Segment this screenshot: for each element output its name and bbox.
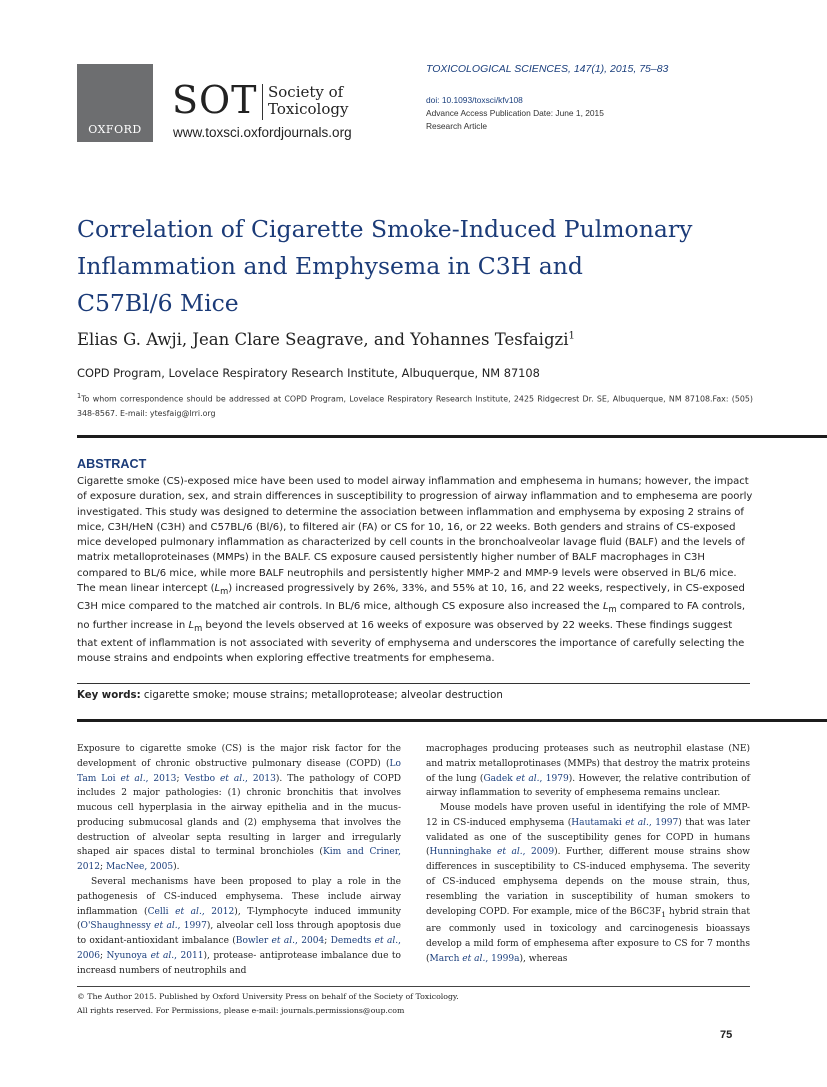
citation-author: Nyunoya: [106, 950, 151, 961]
citation-author: Lo Tam Loi: [77, 758, 401, 784]
citation-year: , 1999a: [485, 953, 520, 964]
publication-date: Advance Access Publication Date: June 1, 2015: [426, 108, 604, 118]
permissions-line: All rights reserved. For Permissions, please e-mail: journals.permissions@oup.com: [77, 1005, 405, 1015]
text-run: ), T-lymphocyte induced immunity (: [77, 906, 401, 932]
text-run: ) that was later validated as one of the susceptibility genes for COPD in humans (: [426, 817, 751, 858]
doi-link[interactable]: doi: 10.1093/toxsci/kfv108: [426, 95, 523, 105]
copyright-footer: [77, 990, 459, 1017]
body-top-rule: [77, 719, 827, 722]
abstract-part-2: ) increased progressively by 26%, 33%, and 55% at 10, 16, and 22 weeks, respectively, in CS-exposed C3H mice compared to the matched air controls. In BL/6 mice, although CS exposure also increased the: [77, 583, 745, 613]
text-run: ).: [173, 862, 180, 873]
text-run: macrophages producing proteases such as neutrophil elastase (NE) and matrix metalloprotinases (MMPs) that destroy the matrix proteins of the lung (: [426, 744, 750, 784]
citation-link[interactable]: [148, 907, 235, 917]
text-run: Several mechanisms have been proposed to play a role in the pathogenesis of CS-induced emphysema. These include airway inflammation (: [77, 877, 401, 917]
abstract-part-3: compared to FA controls, no further increase in: [77, 601, 746, 631]
lm-symbol-3: L: [188, 619, 195, 631]
correspondence-text: To whom correspondence should be addressed at COPD Program, Lovelace Respiratory Research Institute, 2425 Ridgecrest Dr. SE, Albuquerque, NM 87108.Fax: (505) 348-8567. E-mail: ytesfaig@lrri.org: [77, 394, 753, 418]
lm-symbol-1: L: [214, 583, 221, 595]
citation-year: , 2009: [522, 847, 555, 858]
citation-link[interactable]: [483, 774, 568, 784]
separator: ;: [176, 773, 185, 784]
sot-name-line2: Toxicology: [268, 100, 349, 118]
sot-acronym: SOT: [172, 78, 258, 122]
article-title: [77, 211, 757, 322]
author-names: Elias G. Awji, Jean Clare Seagrave, and Yohannes Tesfaigzi: [77, 330, 569, 349]
lm-sub-1: m: [220, 586, 229, 597]
citation-link[interactable]: [81, 921, 207, 931]
oxford-logo: [77, 64, 153, 142]
footer-rule: [77, 986, 750, 987]
intro-paragraph-3: [426, 801, 750, 966]
keywords-label: Key words:: [77, 690, 141, 701]
text-run: ), whereas: [519, 953, 568, 964]
citation-author: Hunninghake: [429, 847, 497, 858]
citation-author: Demedts: [330, 936, 375, 947]
citation-etal: et al.: [462, 953, 486, 964]
body-column-left: [77, 742, 401, 979]
separator: ;: [100, 862, 106, 873]
text-run: Exposure to cigarette smoke (CS) is the major risk factor for the development of chronic obstructive pulmonary disease (COPD) (: [77, 744, 401, 769]
text-run: hybrid strain that are commonly used in toxicology and carcinogenesis bioassays develop a mild form of emphesema after exposure to CS for 7 months (: [426, 906, 750, 964]
keywords-text: cigarette smoke; mouse strains; metalloprotease; alveolar destruction: [140, 690, 503, 701]
citation-etal: et al.: [374, 936, 399, 947]
citation-link[interactable]: [184, 774, 275, 784]
text-run: ). Further, different mouse strains show differences in susceptibility to CS-induced emphysema. The severity of CS-induced emphysema depends on the mouse strain, thus, resembling the variation in susceptibility of human smokers to developing COPD. For example, mice of the B6C3F: [426, 847, 750, 917]
article-type: Research Article: [426, 121, 487, 131]
subscript: 1: [661, 909, 667, 919]
citation-link[interactable]: Kim and Criner, 2012: [77, 847, 401, 873]
intro-paragraph-2: [77, 875, 401, 978]
citation-link[interactable]: [430, 954, 520, 964]
sot-divider: [262, 84, 263, 120]
citation-etal: et al.: [271, 936, 296, 947]
separator: ;: [324, 936, 331, 947]
citation-author: March: [429, 953, 463, 964]
citation-etal: et al.: [625, 817, 649, 828]
citation-etal: et al.: [120, 773, 146, 784]
correspondence-sup: 1: [77, 392, 82, 400]
title-line-2: Inflammation and Emphysema in C3H and: [77, 252, 583, 280]
citation-link[interactable]: [236, 936, 324, 946]
affiliation: COPD Program, Lovelace Respiratory Research Institute, Albuquerque, NM 87108: [77, 366, 540, 380]
citation-author: Bowler: [235, 936, 272, 947]
sot-name: [268, 84, 348, 118]
text-run: ). However, the relative contribution of airway inflammation to severity of emphesema remains unclear.: [426, 773, 751, 799]
lm-symbol-2: L: [602, 601, 609, 613]
citation-author: Hautamaki: [571, 817, 626, 828]
citation-year: , 2013: [145, 773, 177, 784]
lm-sub-2: m: [608, 604, 617, 615]
citation-year: , 1997: [648, 817, 679, 828]
citation-year: , 2013: [245, 773, 276, 784]
text-run: ), alveolar cell loss through apoptosis due to oxidant-antioxidant imbalance (: [77, 921, 401, 947]
abstract-part-1: Cigarette smoke (CS)-exposed mice have been used to model airway inflammation and emphesema in humans; however, the impact of exposure duration, sex, and strain differences in susceptibility to progression of airway inflammation and to emphesema are poorly investigated. This study was designed to determine the association between inflammation and emphysema by exposing 2 strains of mice, C3H/HeN (C3H) and C57BL/6 (Bl/6), to filtered air (FA) or CS for 10, 16, or 22 weeks. Both genders and strains of CS-exposed mice developed pulmonary inflammation as characterized by cell counts in the bronchoalveolar lavage fluid (BALF) and the levels of matrix metalloproteinases (MMPs) in the BALF. CS exposure caused persistently higher number of BALF macrophages in C3H compared to BL/6 mice, while more BALF neutrophils and persistently higher MMP-2 and MMP-9 levels were observed in BL/6 mice. The mean linear intercept (: [77, 476, 753, 595]
top-section-rule: [77, 435, 827, 438]
title-line-1: Correlation of Cigarette Smoke-Induced Pulmonary: [77, 215, 693, 243]
separator: ;: [100, 950, 107, 961]
citation-link[interactable]: [430, 847, 555, 857]
keywords-top-rule: [77, 683, 750, 684]
citation-etal: et al.: [154, 921, 178, 932]
title-line-3: C57Bl/6 Mice: [77, 289, 239, 317]
copyright-line: © The Author 2015. Published by Oxford University Press on behalf of the Society of Toxicology.: [77, 992, 459, 1001]
citation-year: , 1997: [177, 921, 207, 932]
keywords: [77, 690, 503, 701]
oxford-logo-text: OXFORD: [88, 123, 142, 136]
citation-etal: et al.: [175, 906, 202, 917]
intro-paragraph-2-cont: [426, 742, 750, 801]
page-number: 75: [720, 1029, 733, 1041]
correspondence-note: [77, 389, 753, 421]
citation-link[interactable]: [107, 951, 204, 961]
intro-paragraph-1: [77, 742, 401, 875]
citation-etal: et al.: [516, 773, 540, 784]
citation-year: , 2012: [201, 906, 235, 917]
author-list: [77, 330, 575, 349]
text-run: ), protease- antiprotease imbalance due to increasd numbers of neutrophils and: [77, 950, 401, 976]
text-run: Mouse models have proven useful in identifying the role of MMP-12 in CS-induced emphysema (: [426, 803, 750, 828]
citation-author: O'Shaughnessy: [80, 921, 155, 932]
abstract-heading: ABSTRACT: [77, 457, 147, 471]
lm-sub-3: m: [194, 622, 203, 633]
journal-citation: TOXICOLOGICAL SCIENCES, 147(1), 2015, 75–83: [426, 63, 669, 75]
citation-year: , 2011: [174, 950, 204, 961]
body-column-right: [426, 742, 750, 967]
citation-year: , 2006: [77, 936, 402, 961]
citation-author: Vestbo: [184, 773, 220, 784]
citation-author: Gadek: [483, 773, 517, 784]
citation-etal: et al.: [496, 847, 523, 858]
author-affiliation-sup: 1: [568, 330, 575, 342]
citation-year: , 1979: [539, 773, 569, 784]
text-run: ). The pathology of COPD includes 2 major pathologies: (1) chronic bronchitis that involves mucous cell hyperplasia in the airway epithelia and in the mucus-producing submucosal glands and (2) emphysema that involves the destruction of alveolar septa resulting in larger and irregularly shaped air spaces distal to terminal bronchioles (: [77, 773, 402, 858]
sot-name-line1: Society of: [268, 83, 344, 101]
citation-author: Celli: [147, 906, 176, 917]
sot-url-link[interactable]: www.toxsci.oxfordjournals.org: [173, 125, 352, 140]
abstract-part-4: beyond the levels observed at 16 weeks of exposure was observed by 22 weeks. These findings suggest that extent of inflammation is not associated with severity of emphysema and underscores the importance of carefully selecting the mouse strains and endpoints when exploring effective treatments for emphesema.: [77, 619, 745, 665]
abstract-body: [77, 474, 753, 667]
citation-year: , 2004: [295, 936, 325, 947]
citation-etal: et al.: [219, 773, 246, 784]
citation-etal: et al.: [150, 950, 175, 961]
citation-link[interactable]: [571, 818, 678, 828]
article-meta: [426, 94, 604, 133]
citation-link[interactable]: MacNee, 2005: [105, 862, 174, 873]
